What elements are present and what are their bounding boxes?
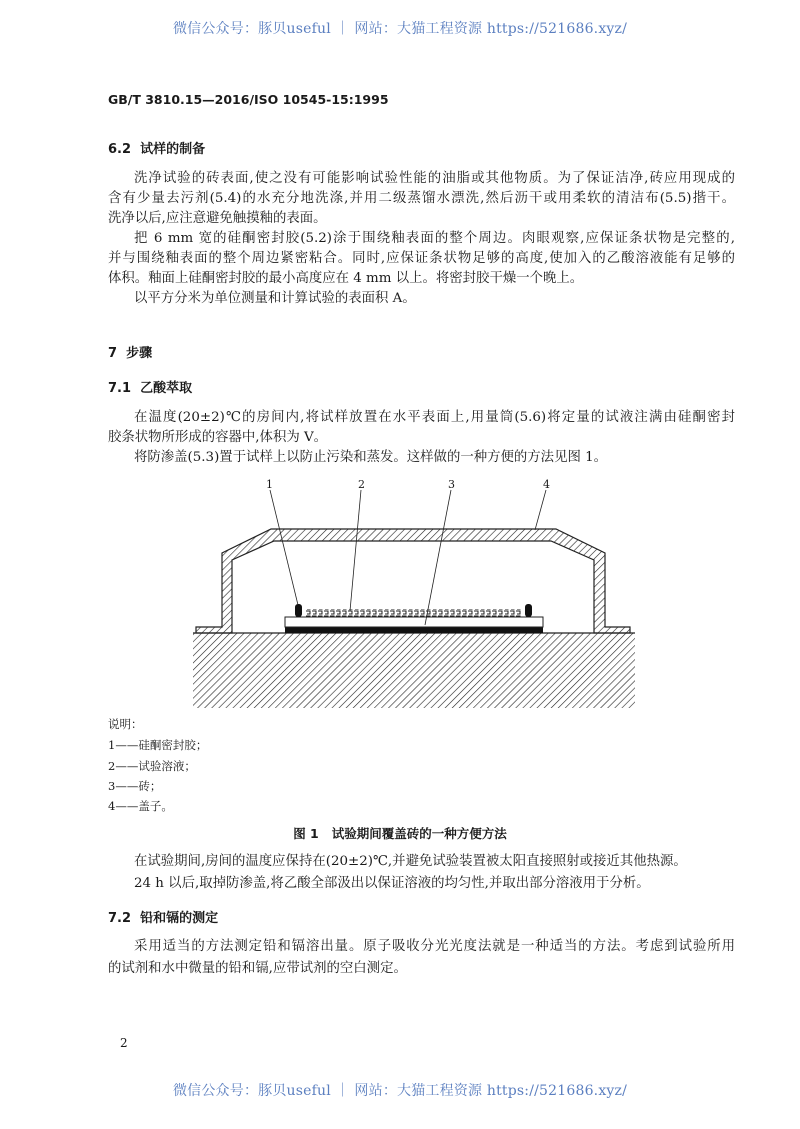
heading-7-1: 7.1 乙酸萃取 (108, 381, 193, 396)
figure-label-4: 4 (543, 478, 550, 491)
page-number: 2 (120, 1036, 128, 1050)
figure-label-1: 1 (266, 478, 273, 491)
paragraph-line: 采用适当的方法测定铅和镉溶出量。原子吸收分光光度法就是一种适当的方法。考虑到试验所用 (134, 939, 735, 954)
paragraph-line: 把 6 mm 宽的硅酮密封胶(5.2)涂于围绕釉表面的整个周边。肉眼观察,应保证条状物是完整的, (134, 231, 735, 246)
paragraph-line: 并与围绕釉表面的整个周边紧密粘合。同时,应保证条状物足够的高度,使加入的乙酸溶液能有足够的 (108, 251, 735, 266)
heading-7: 7 步骤 (108, 346, 153, 361)
paragraph-line: 洗净以后,应注意避免触摸釉的表面。 (108, 211, 327, 226)
paragraph-line: 体积。釉面上硅酮密封胶的最小高度应在 4 mm 以上。将密封胶干燥一个晚上。 (108, 271, 584, 286)
watermark-top: 微信公众号：豚贝useful ｜ 网站：大猫工程资源 https://521686.xyz/ (172, 21, 628, 37)
paragraph-line: 含有少量去污剂(5.4)的水充分地洗涤,并用二级蒸馏水漂洗,然后沥干或用柔软的清洁布(5.5)揩干。 (108, 191, 735, 206)
sealant-left (295, 604, 302, 617)
legend-item: 3——砖； (108, 779, 162, 793)
paragraph-line: 以平方分米为单位测量和计算试验的表面积 A。 (134, 291, 416, 306)
sealant-right (525, 604, 532, 617)
tile (285, 617, 543, 627)
legend-item: 4——盖子。 (108, 799, 173, 813)
watermark-bottom: 微信公众号：豚贝useful ｜ 网站：大猫工程资源 https://521686.xyz/ (172, 1083, 628, 1099)
tile-base (285, 627, 543, 633)
figure-label-3: 3 (448, 478, 455, 491)
paragraph-line: 的试剂和水中微量的铅和镉,应带试剂的空白测定。 (108, 961, 407, 976)
test-solution (305, 609, 522, 617)
standard-id: GB/T 3810.15—2016/ISO 10545-15:1995 (108, 92, 389, 107)
ground-base (193, 633, 635, 708)
legend-title: 说明： (108, 717, 143, 731)
paragraph-line: 24 h 以后,取掉防渗盖,将乙酸全部汲出以保证溶液的均匀性,并取出部分溶液用于分析。 (134, 876, 650, 891)
legend-item: 1——硅酮密封胶； (108, 738, 208, 752)
paragraph-line: 在试验期间,房间的温度应保持在(20±2)℃,并避免试验装置被太阳直接照射或接近其他热源。 (134, 854, 687, 869)
paragraph-line: 在温度(20±2)℃的房间内,将试样放置在水平表面上,用量筒(5.6)将定量的试液注满由硅酮密封 (134, 410, 735, 425)
heading-6-2: 6.2 试样的制备 (108, 142, 206, 157)
paragraph-line: 将防渗盖(5.3)置于试样上以防止污染和蒸发。这样做的一种方便的方法见图 1。 (134, 450, 608, 465)
figure-caption: 图 1 试验期间覆盖砖的一种方便方法 (293, 826, 507, 841)
legend-item: 2——试验溶液； (108, 759, 196, 773)
paragraph-line: 胶条状物所形成的容器中,体积为 V。 (108, 430, 328, 445)
figure-label-2: 2 (358, 478, 365, 491)
heading-7-2: 7.2 铅和镉的测定 (108, 911, 219, 926)
paragraph-line: 洗净试验的砖表面,使之没有可能影响试验性能的油脂或其他物质。为了保证洁净,砖应用现成的 (134, 171, 735, 186)
